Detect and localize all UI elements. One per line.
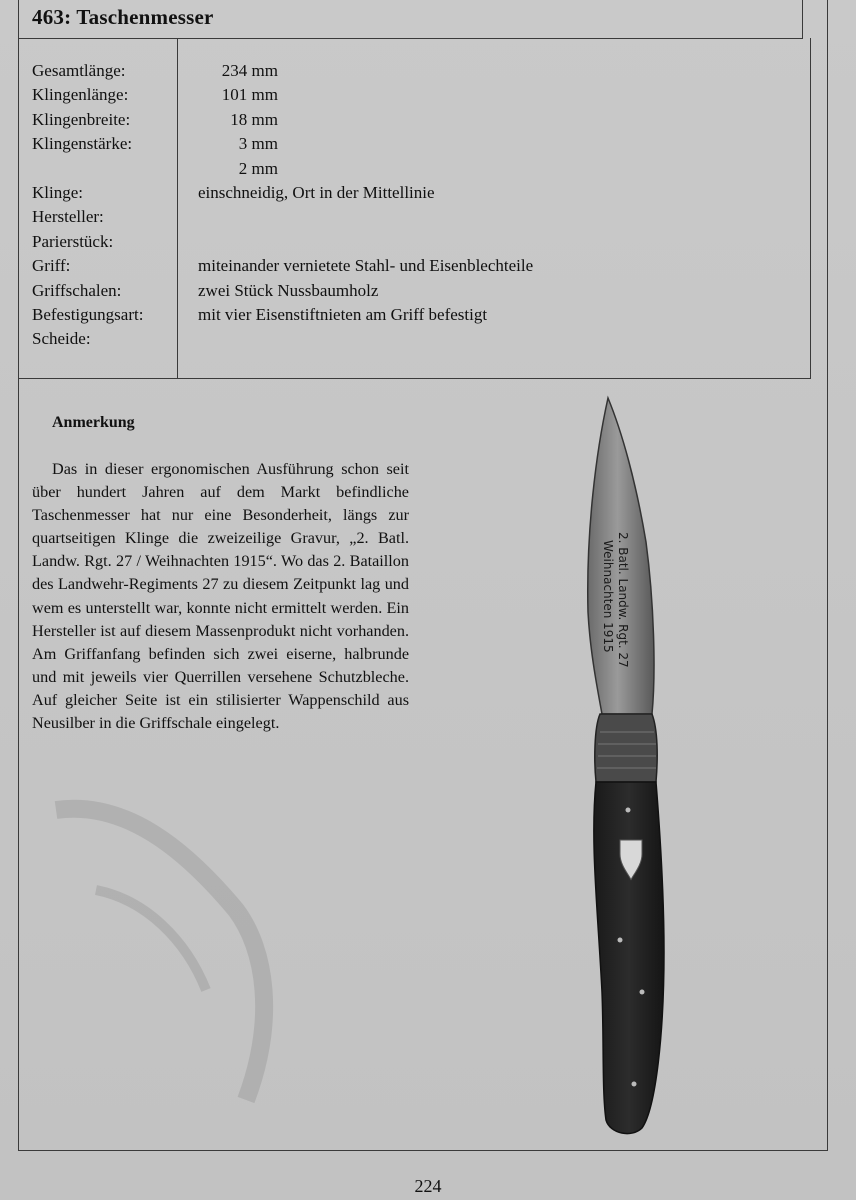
specs-divider xyxy=(177,38,178,378)
spec-label: Befestigungsart: xyxy=(32,304,144,324)
knife-handle xyxy=(594,782,664,1134)
spec-value: mit vier Eisenstiftnieten am Griff befestigt xyxy=(198,304,488,324)
spec-value xyxy=(198,327,533,351)
spec-measure: 18 mm xyxy=(230,109,278,129)
rivet xyxy=(626,808,631,813)
remark-paragraph: Das in dieser ergonomischen Ausführung schon seit über hundert Jahren auf dem Markt befindliche Taschenmesser hat nur eine Besonderheit, längs zur quartseitigen Klinge die zweizeilige Gravur, „2. Batl. Landw. Rgt. 27 / Weihnachten 1915“. Wo das 2. Bataillon des Landwehr-Regiments 27 zu diesem Zeitpunkt lag und wem es unterstellt war, konnte nicht ermittelt werden. Ein Hersteller ist auf diesem Massenprodukt nicht vorhanden. Am Griffanfang befinden sich zwei eiserne, halbrunde und mit jeweils vier Querrillen versehene Schutzbleche. Auf gleicher Seite ist ein stilisierter Wappenschild aus Neusilber in die Griffschale eingelegt. xyxy=(32,460,409,733)
remark-heading: Anmerkung xyxy=(52,414,135,431)
knife-bolster xyxy=(595,714,657,782)
spec-value xyxy=(198,59,533,83)
rivet xyxy=(640,990,645,995)
spec-measure: 101 mm xyxy=(221,85,278,105)
title-bar xyxy=(18,0,803,39)
spec-labels-column xyxy=(32,59,143,352)
spec-label: Klinge: xyxy=(32,182,83,202)
spec-values-column xyxy=(198,59,533,352)
rivet xyxy=(632,1082,637,1087)
spec-value: zwei Stück Nussbaumholz xyxy=(198,280,379,300)
spec-measure: 3 mm xyxy=(238,134,278,154)
knife-engraving xyxy=(601,532,630,668)
spec-label: Hersteller: xyxy=(32,207,104,227)
spec-measure: 234 mm xyxy=(221,61,278,80)
spec-label: Scheide: xyxy=(32,329,91,349)
spec-label: Parierstück: xyxy=(32,231,114,251)
remark-text-block xyxy=(32,458,409,735)
spec-label xyxy=(32,157,143,181)
rivet xyxy=(618,938,623,943)
spec-value: einschneidig, Ort in der Mittellinie xyxy=(198,182,435,202)
spec-label: Klingenstärke: xyxy=(32,134,133,154)
spec-value xyxy=(198,108,533,132)
spec-label: Griffschalen: xyxy=(32,280,122,300)
specs-table xyxy=(18,38,811,379)
spec-label: Klingenlänge: xyxy=(32,85,129,105)
spec-label: Klingenbreite: xyxy=(32,109,131,129)
spec-label: Griff: xyxy=(32,256,71,276)
spec-value: miteinander vernietete Stahl- und Eisenblechteile xyxy=(198,256,534,276)
engraving-line-2: Weihnachten 1915 xyxy=(601,540,615,653)
spec-value xyxy=(198,205,533,229)
spec-measure: 2 mm xyxy=(238,158,278,178)
spec-value xyxy=(198,157,533,181)
spec-value xyxy=(198,230,533,254)
engraving-line-1: 2. Batl. Landw. Rgt. 27 xyxy=(616,532,630,668)
spec-value xyxy=(198,132,533,156)
knife-photo xyxy=(560,392,690,1140)
spec-label: Gesamtlänge: xyxy=(32,61,126,80)
page-number: 224 xyxy=(414,1176,442,1196)
page-title: 463: Taschenmesser xyxy=(32,5,214,29)
spec-value xyxy=(198,83,533,107)
